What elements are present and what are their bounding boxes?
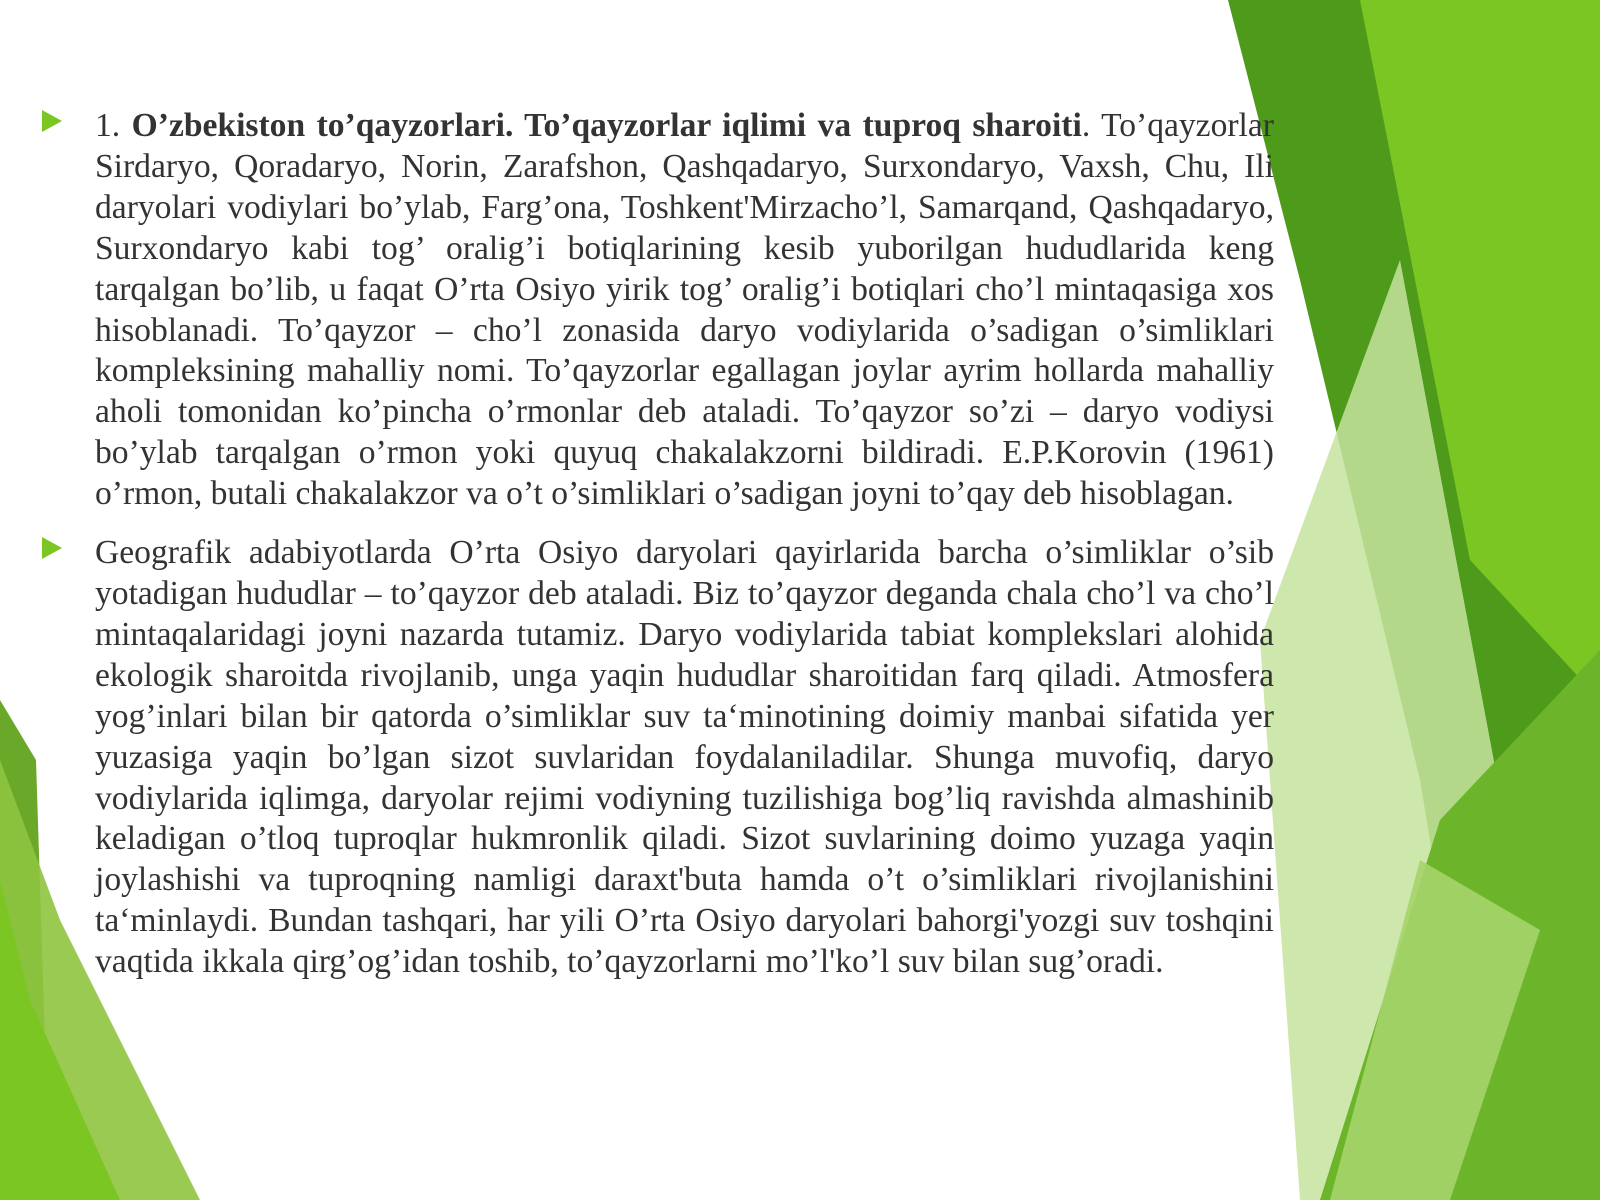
slide-content (36, 106, 1274, 1001)
paragraph-number: 1. (95, 107, 121, 144)
paragraph-heading: O’zbekiston to’qayzorlari. To’qayzorlar iqlimi va tuproq sharoiti (131, 107, 1082, 144)
triangle-bullet-icon (42, 110, 62, 132)
triangle-bullet-icon (42, 537, 62, 559)
paragraph-body: Geografik adabiyotlarda O’rta Osiyo daryolari qayirlarida barcha o’simliklar o’sib yotadigan hududlar – to’qayzor deb ataladi. Biz to’qayzor deganda chala cho’l va cho’l mintaqalaridagi joyni nazarda tutamiz. Daryo vodiylarida tabiat komplekslari alohida ekologik sharoitda rivojlanib, unga yaqin hududlar sharoitidan farq qiladi. Atmosfera yog’inlari bilan bir qatorda o’simliklar suv ta‘minotining doimiy manbai sifatida yer yuzasiga yaqin bo’lgan sizot suvlaridan foydalaniladilar. Shunga muvofiq, daryo vodiylarida iqlimga, daryolar rejimi vodiyning tuzilishiga bog’liq ravishda almashinib keladigan o’tloq tuproqlar hukmronlik qiladi. Sizot suvlarining doimo yuzaga yaqin joylashishi va tuproqning namligi daraxt'buta hamda o’t o’simliklari rivojlanishini ta‘minlaydi. Bundan tashqari, har yili O’rta Osiyo daryolari bahorgi'yozgi suv toshqini vaqtida ikkala qirg’og’idan toshib, to’qayzorlarni mo’l'ko’l suv bilan sug’oradi. (95, 534, 1274, 981)
heading-period: . (1081, 107, 1091, 144)
paragraph-body: To’qayzorlar Sirdaryo, Qoradaryo, Norin, Zarafshon, Qashqadaryo, Surxondaryo, Vaxsh, Chu, Ili daryolari vodiylari bo’ylab, Farg’ona, Toshkent'Mirzacho’l, Samarqand, Qashqadaryo, Surxondaryo kabi tog’ oralig’i botiqlarining kesib yuborilgan hududlarida keng tarqalgan bo’lib, u faqat O’rta Osiyo yirik tog’ oralig’i botiqlari cho’l mintaqasiga xos hisoblanadi. To’qayzor – cho’l zonasida daryo vodiylarida o’sadigan o’simliklari kompleksining mahalliy nomi. To’qayzorlar egallagan joylar ayrim hollarda mahalliy aholi tomonidan ko’pincha o’rmonlar deb ataladi. To’qayzor so’zi – daryo vodiysi bo’ylab tarqalgan o’rmon yoki quyuq chakalakzorni bildiradi. E.P.Korovin (1961) o’rmon, butali chakalakzor va o’t o’simliklari o’sadigan joyni to’qay deb hisoblagan. (95, 107, 1274, 513)
paragraph-toqayzorlar (36, 106, 1274, 515)
paragraph-geografik (36, 533, 1274, 983)
